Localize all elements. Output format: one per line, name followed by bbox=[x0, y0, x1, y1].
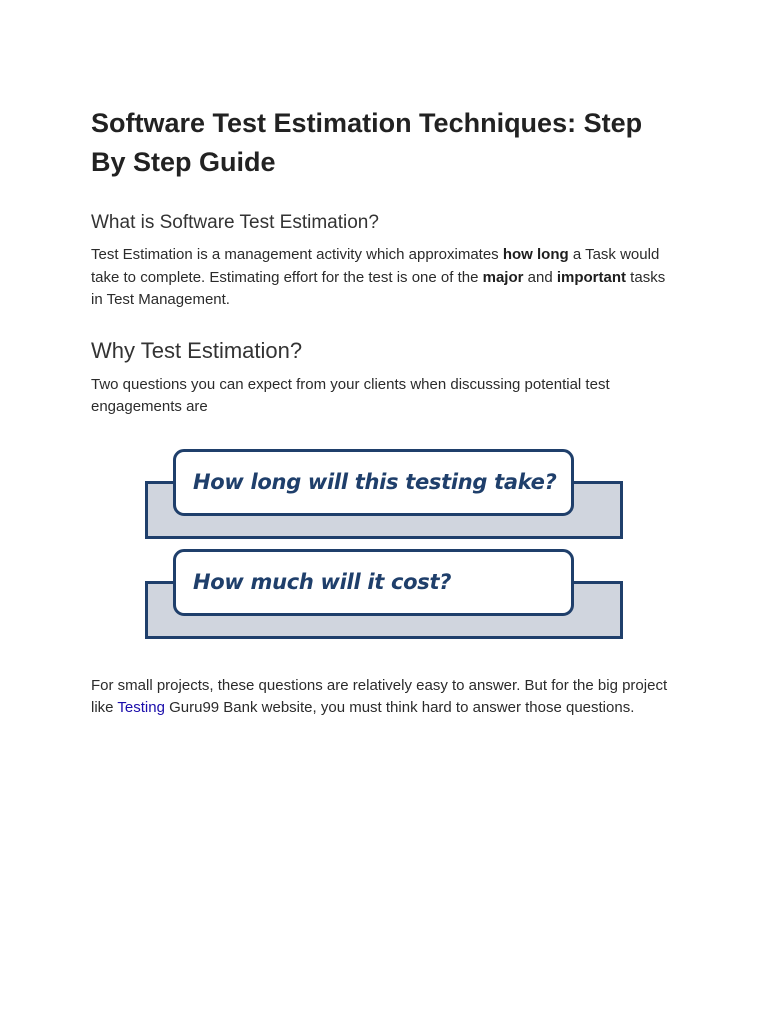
closing-paragraph bbox=[91, 675, 671, 720]
definition-text-2: a Task would take to complete. Estimating effort for the test is one of the bbox=[91, 246, 660, 286]
definition-paragraph bbox=[91, 244, 671, 312]
definition-bold-important: important bbox=[556, 268, 627, 286]
definition-text-3: and bbox=[523, 268, 557, 286]
definition-text-1: Test Estimation is a management activity which approximates bbox=[91, 246, 503, 263]
definition-text-4: tasks in Test Management. bbox=[91, 268, 666, 308]
page-title: Software Test Estimation Techniques: Step By Step Guide bbox=[91, 108, 643, 177]
testing-link[interactable]: Testing bbox=[117, 699, 165, 716]
question2-box bbox=[173, 549, 574, 616]
definition-bold-how-long: how long bbox=[502, 246, 569, 263]
question1-text: How long will this testing take? bbox=[193, 470, 557, 494]
section-heading-what-is: What is Software Test Estimation? bbox=[91, 212, 379, 233]
definition-bold-major: major bbox=[482, 268, 524, 286]
why-intro-paragraph: Two questions you can expect from your clients when discussing potential test engagements are bbox=[91, 375, 610, 415]
questions-figure bbox=[145, 449, 625, 645]
question2-text: How much will it cost? bbox=[193, 570, 452, 594]
question1-box bbox=[173, 449, 574, 516]
article bbox=[91, 104, 671, 720]
section-heading-why: Why Test Estimation? bbox=[91, 337, 303, 363]
closing-text-1: For small projects, these questions are relatively easy to answer. But for the big project like bbox=[91, 676, 668, 716]
closing-text-2: Guru99 Bank website, you must think hard to answer those questions. bbox=[164, 699, 635, 716]
